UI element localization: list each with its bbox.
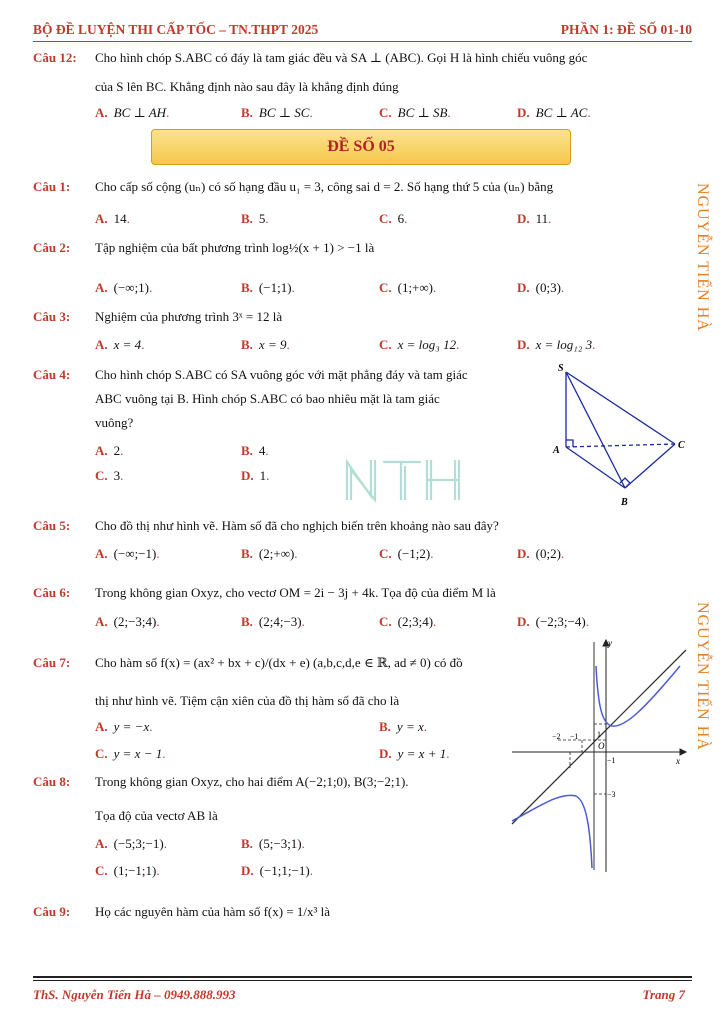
tick-label: 1	[597, 730, 601, 739]
option-b: B. 4.	[241, 443, 269, 458]
question-label: Câu 9:	[33, 904, 71, 919]
option-d: D. y = x + 1.	[379, 746, 450, 761]
option-a: A. (2;−3;4).	[95, 614, 160, 629]
question-text: Trong không gian Oxyz, cho vectơ OM = 2i − 3j + 4k. Tọa độ của điểm M là	[95, 585, 496, 600]
question-text: Họ các nguyên hàm của hàm số f(x) = 1/x³ là	[95, 904, 331, 919]
option-b: B. y = x.	[379, 719, 427, 734]
option-c: C. BC ⊥ SB.	[379, 105, 451, 120]
question-label: Câu 3:	[33, 309, 71, 324]
option-d: D. (0;3).	[517, 280, 565, 295]
question-label: Câu 8:	[33, 774, 71, 789]
option-b: B. BC ⊥ SC.	[241, 105, 313, 120]
option-a: A. (−5;3;−1).	[95, 836, 167, 851]
option-c: C. (−1;2).	[379, 546, 434, 561]
option-b: B. (5;−3;1).	[241, 836, 305, 851]
option-c: C. (2;3;4).	[379, 614, 437, 629]
question-text: Trong không gian Oxyz, cho hai điểm A(−2;1;0), B(3;−2;1).	[95, 774, 409, 789]
option-d: D. 11.	[517, 211, 552, 226]
option-c: C. 3.	[95, 468, 124, 483]
watermark-logo	[343, 456, 465, 504]
option-b: B. (−1;1).	[241, 280, 295, 295]
option-b: B. (2;+∞).	[241, 546, 298, 561]
option-b: B. 5.	[241, 211, 269, 226]
tick-label: −2	[552, 732, 561, 741]
question-label: Câu 7:	[33, 655, 71, 670]
header-right: PHẦN 1: ĐỀ SỐ 01-10	[560, 22, 692, 37]
option-d: D. BC ⊥ AC.	[517, 105, 591, 120]
tick-label: −1	[570, 732, 579, 741]
axis-label-x: x	[676, 756, 680, 766]
footer-divider	[33, 976, 692, 978]
question-label: Câu 12:	[33, 50, 77, 65]
option-c: C. (1;+∞).	[379, 280, 437, 295]
option-c: C. x = log₃ 12.	[379, 337, 460, 352]
function-graph	[510, 636, 690, 876]
svg-text:NTH: NTH	[343, 456, 346, 457]
question-label: Câu 2:	[33, 240, 71, 255]
question-text: thị như hình vẽ. Tiệm cận xiên của đồ thị hàm số đã cho là	[95, 693, 400, 708]
footer-divider	[33, 980, 692, 981]
question-label: Câu 5:	[33, 518, 71, 533]
tick-label: −3	[607, 790, 616, 799]
page-number: Trang 7	[642, 987, 685, 1002]
option-a: A. (−∞;1).	[95, 280, 153, 295]
option-b: B. x = 9.	[241, 337, 290, 352]
question-text: Cho hàm số f(x) = (ax² + bx + c)/(dx + e) (a,b,c,d,e ∈ ℝ, ad ≠ 0) có đồ	[95, 655, 463, 670]
option-c: C. 6.	[379, 211, 408, 226]
tick-label: −1	[607, 756, 616, 765]
question-text: Cho đồ thị như hình vẽ. Hàm số đã cho nghịch biến trên khoảng nào sau đây?	[95, 518, 499, 533]
option-d: D. x = log₁₂ 3.	[517, 337, 596, 352]
header-left: BỘ ĐỀ LUYỆN THI CẤP TỐC – TN.THPT 2025	[33, 22, 319, 37]
question-text: Tọa độ của vectơ AB là	[95, 808, 218, 823]
question-text: Tập nghiệm của bất phương trình log½(x + 1) > −1 là	[95, 240, 375, 255]
option-d: D. (−2;3;−4).	[517, 614, 589, 629]
question-text: vuông?	[95, 415, 134, 430]
question-label: Câu 4:	[33, 367, 71, 382]
side-author-text: NGUYỄN TIẾN HÀ	[694, 602, 711, 751]
question-text: Cho cấp số cộng (uₙ) có số hạng đầu u₁ = 3, công sai d = 2. Số hạng thứ 5 của (uₙ) bằng	[95, 179, 554, 194]
exam-banner: ĐỀ SỐ 05	[151, 129, 571, 165]
header-divider	[33, 41, 692, 42]
option-b: B. (2;4;−3).	[241, 614, 305, 629]
question-label: Câu 6:	[33, 585, 71, 600]
question-text: của S lên BC. Khẳng định nào sau đây là khẳng định đúng	[95, 79, 399, 94]
option-d: D. (−1;1;−1).	[241, 863, 313, 878]
question-text: Nghiệm của phương trình 3ˣ = 12 là	[95, 309, 283, 324]
footer-author: ThS. Nguyễn Tiến Hà – 0949.888.993	[33, 987, 236, 1002]
origin-label: O	[598, 741, 605, 751]
option-c: C. (1;−1;1).	[95, 863, 160, 878]
option-a: A. y = −x.	[95, 719, 153, 734]
question-text: Cho hình chóp S.ABC có đáy là tam giác đều và SA ⊥ (ABC). Gọi H là hình chiếu vuông góc	[95, 50, 588, 65]
vertex-label: A	[553, 445, 560, 456]
question-text: Cho hình chóp S.ABC có SA vuông góc với mặt phẳng đáy và tam giác	[95, 367, 468, 382]
option-d: D. 1.	[241, 468, 270, 483]
option-a: A. 14.	[95, 211, 130, 226]
side-author-text: NGUYỄN TIẾN HÀ	[694, 183, 711, 332]
vertex-label: S	[558, 363, 564, 374]
option-a: A. (−∞;−1).	[95, 546, 160, 561]
option-a: A. 2.	[95, 443, 124, 458]
question-label: Câu 1:	[33, 179, 71, 194]
option-a: A. BC ⊥ AH.	[95, 105, 170, 120]
pyramid-figure	[548, 362, 693, 510]
vertex-label: B	[621, 497, 628, 508]
axis-label-y: y	[608, 638, 612, 648]
question-text: ABC vuông tại B. Hình chóp S.ABC có bao nhiêu mặt là tam giác	[95, 391, 440, 406]
option-c: C. y = x − 1.	[95, 746, 166, 761]
option-a: A. x = 4.	[95, 337, 145, 352]
option-d: D. (0;2).	[517, 546, 565, 561]
vertex-label: C	[678, 440, 685, 451]
